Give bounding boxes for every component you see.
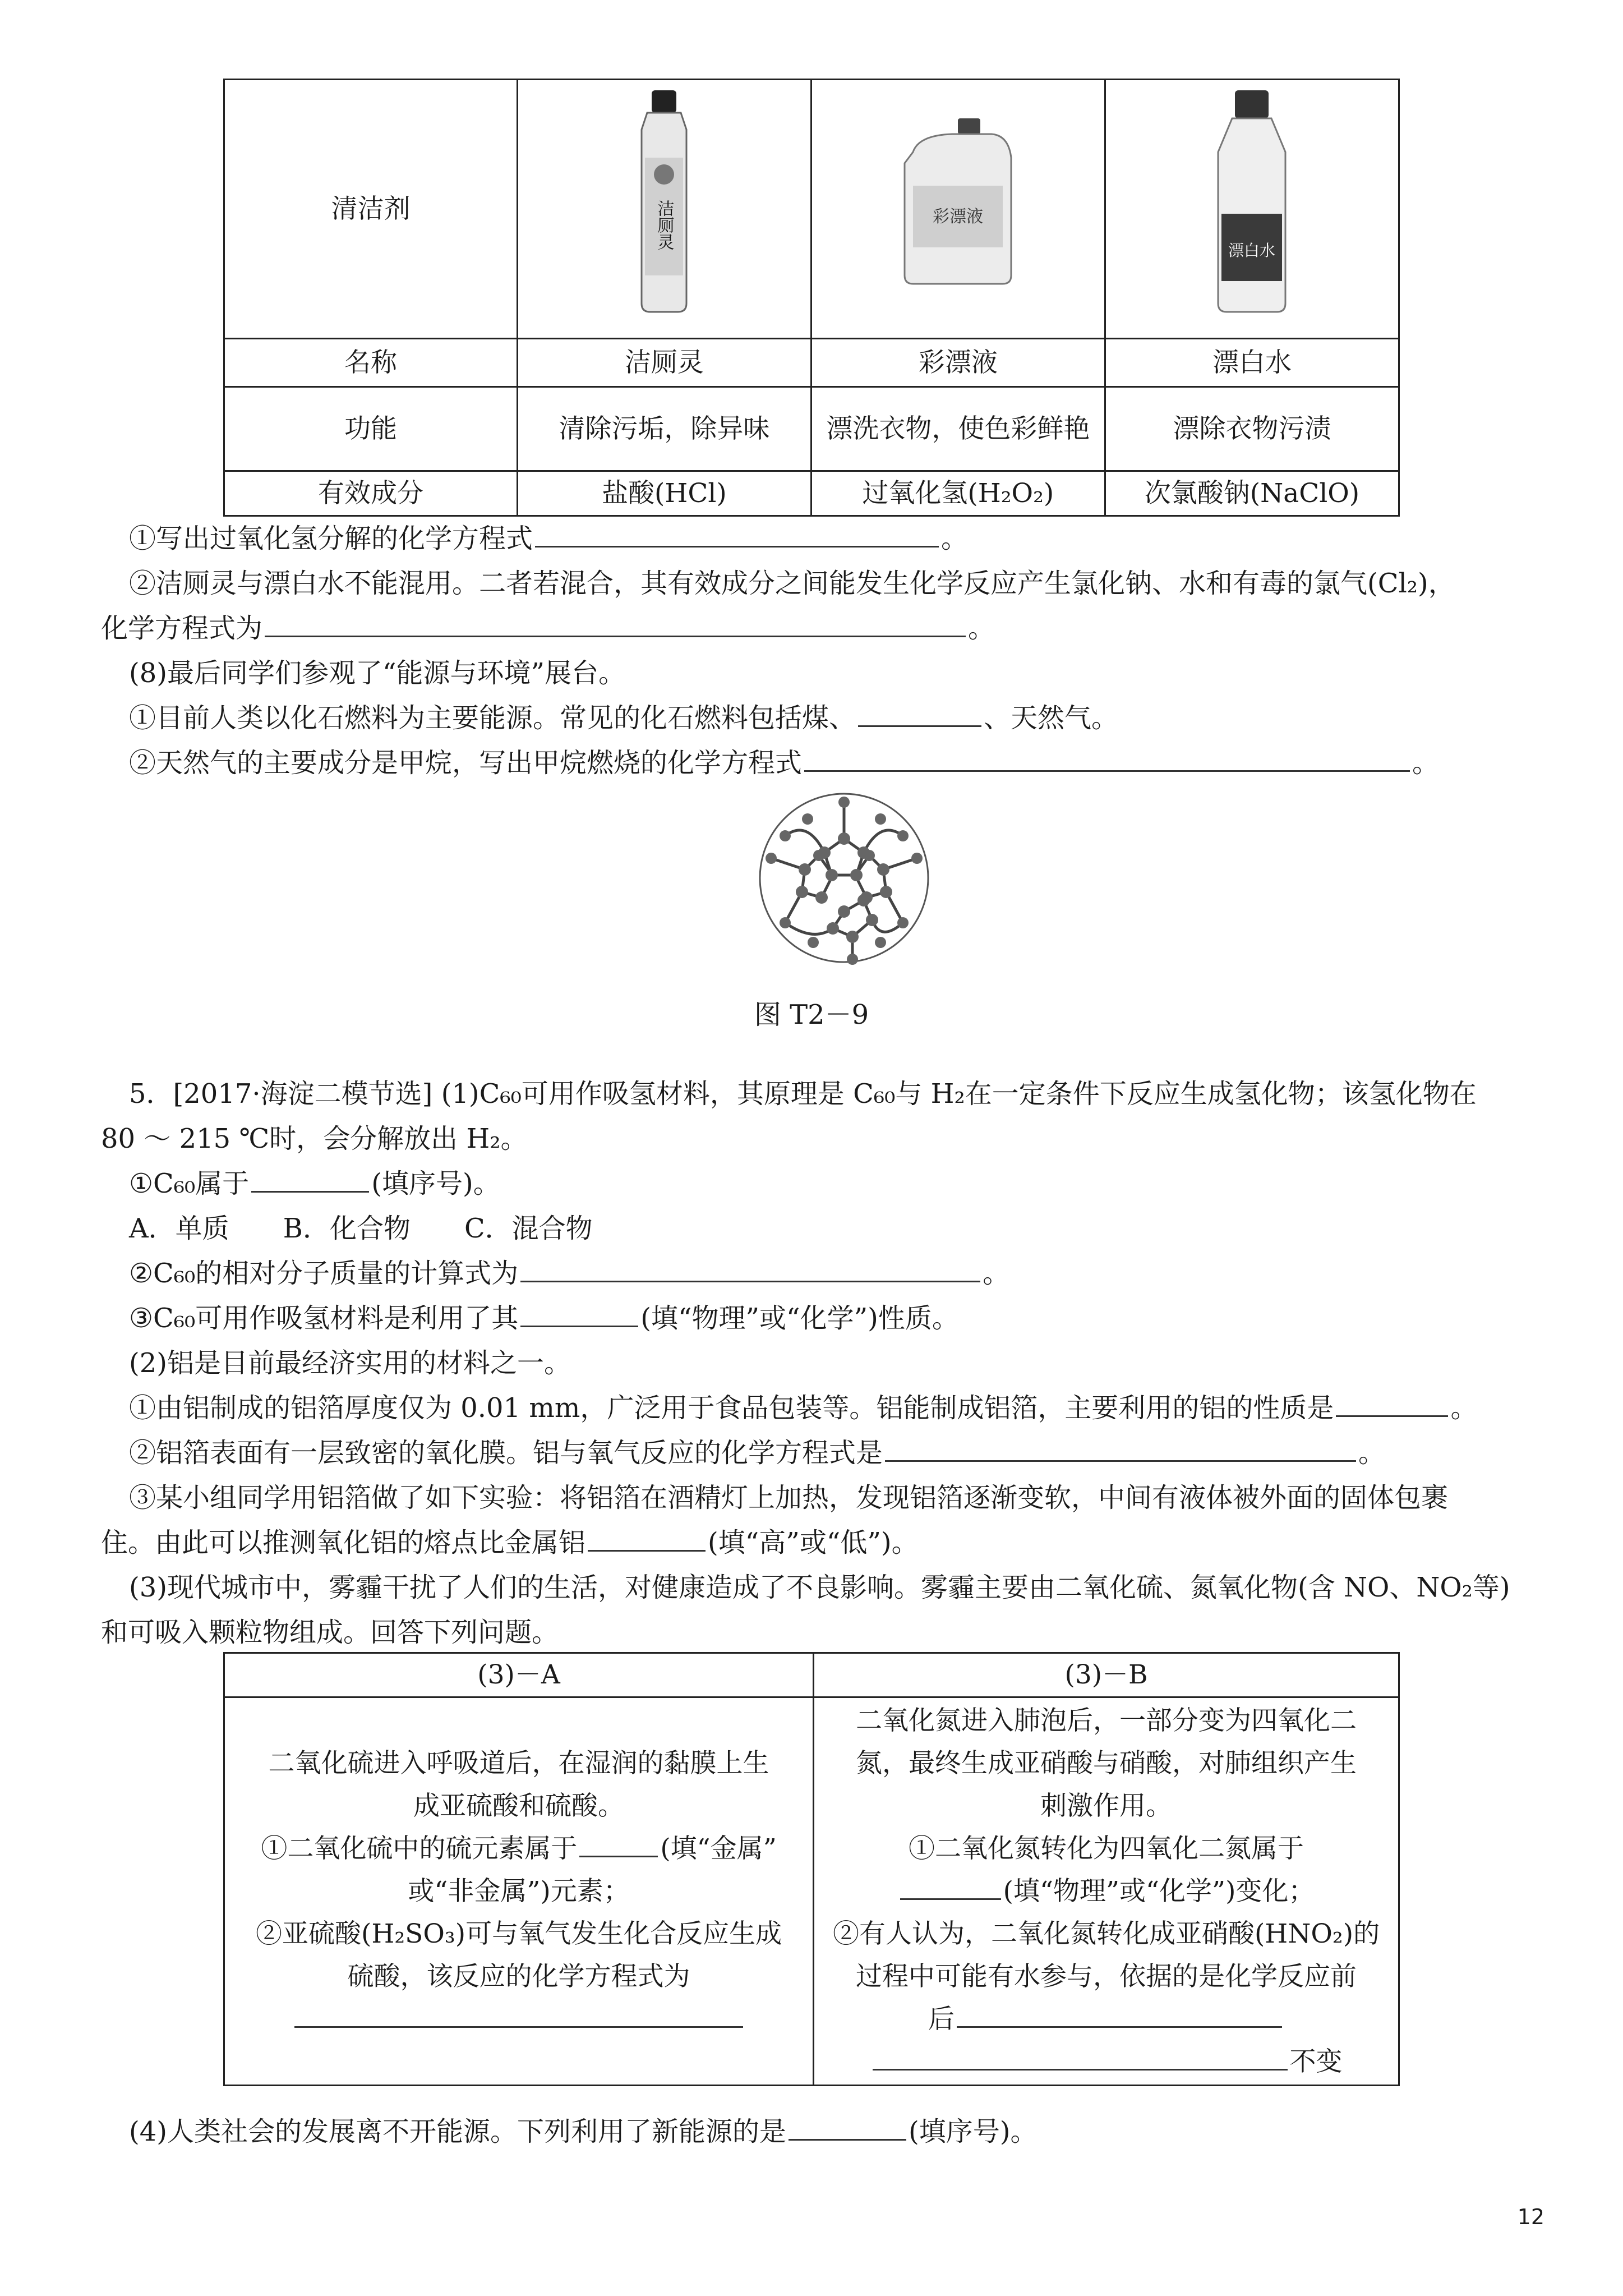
table-cell: 漂除衣物污渍 xyxy=(1105,387,1399,471)
table-cell: 洁厕灵 xyxy=(518,339,811,387)
answer-blank[interactable] xyxy=(804,748,1410,772)
cleaner-table xyxy=(223,79,1400,517)
bleach-jug-image xyxy=(896,118,1020,287)
q5-sec2-1: ①由铝制成的铝箔厚度仅为 0.01 mm，广泛用于食品包装等。铝能制成铝箔，主要利用的铝的性质是 。 xyxy=(129,1392,1478,1424)
q8-line2: ②天然气的主要成分是甲烷，写出甲烷燃烧的化学方程式 。 xyxy=(129,747,1440,779)
q5-line1: 5．[2017·海淀二模节选] (1)C₆₀可用作吸氢材料，其原理是 C₆₀与 H₂在一定条件下反应生成氢化物；该氢化物在 xyxy=(129,1078,1477,1110)
answer-blank[interactable] xyxy=(520,1303,638,1327)
answer-blank[interactable] xyxy=(588,1527,706,1552)
q5-sec3b: 和可吸入颗粒物组成。回答下列问题。 xyxy=(101,1617,559,1648)
q5-sec2: (2)铝是目前最经济实用的材料之一。 xyxy=(129,1347,571,1379)
q5-part2: ②C₆₀的相对分子质量的计算式为 。 xyxy=(129,1258,1010,1289)
bleach-bottle-image xyxy=(1207,90,1297,315)
bottle-label-text: 漂白水 xyxy=(1228,241,1276,260)
q5-part1: ①C₆₀属于 (填序号)。 xyxy=(129,1168,500,1199)
q5-options: A．单质 B．化合物 C．混合物 xyxy=(129,1213,593,1244)
answer-blank[interactable] xyxy=(1336,1393,1448,1417)
q5-line2: 80 ～ 215 ℃时，会分解放出 H₂。 xyxy=(101,1123,528,1154)
q5-part3: ③C₆₀可用作吸氢材料是利用了其 (填“物理”或“化学”)性质。 xyxy=(129,1303,959,1334)
col-b-body: 二氧化氮进入肺泡后，一部分变为四氧化二 氮，最终生成亚硝酸与硝酸，对肺组织产生 刺激作用。 ①二氧化氮转化为四氧化二氮属于 (填“物理”或“化学”)变化； ②有人认为，二氧化氮转化成亚硝酸(HNO₂)的 过程中可能有水参与，依据的是化学反应前 后 不变 xyxy=(814,1697,1399,2086)
q7-line3: 化学方程式为 。 xyxy=(101,613,995,644)
answer-blank[interactable] xyxy=(957,2004,1282,2028)
row-label: 有效成分 xyxy=(224,471,518,516)
table-cell: 过氧化氢(H₂O₂) xyxy=(811,471,1105,516)
bottle-label-text: 洁厕灵 xyxy=(654,200,674,250)
figure-caption: 图 T2－9 xyxy=(754,999,869,1030)
q7-line1: ①写出过氧化氢分解的化学方程式 。 xyxy=(129,523,969,554)
c60-molecule-figure xyxy=(751,785,937,970)
q5-sec2-2: ②铝箔表面有一层致密的氧化膜。铝与氧气反应的化学方程式是 。 xyxy=(129,1437,1386,1469)
answer-blank[interactable] xyxy=(873,2046,1288,2070)
table-cell: 清除污垢，除异味 xyxy=(518,387,811,471)
table-cell: 漂白水 xyxy=(1105,339,1399,387)
q7-line2: ②洁厕灵与漂白水不能混用。二者若混合，其有效成分之间能发生化学反应产生氯化钠、水和有毒的氯气(Cl₂)， xyxy=(129,568,1455,599)
answer-blank[interactable] xyxy=(579,1833,658,1857)
answer-blank[interactable] xyxy=(520,1258,980,1282)
col-b-header: (3)－B xyxy=(814,1653,1399,1697)
answer-blank[interactable] xyxy=(535,523,939,547)
smog-table xyxy=(223,1652,1400,2086)
table-cell: 彩漂液 xyxy=(811,339,1105,387)
q5-sec4: (4)人类社会的发展离不开能源。下列利用了新能源的是 (填序号)。 xyxy=(129,2116,1038,2147)
table-cell: 次氯酸钠(NaClO) xyxy=(1105,471,1399,516)
product-image-cell xyxy=(518,80,811,339)
answer-blank[interactable] xyxy=(900,1876,1001,1900)
product-image-cell xyxy=(1105,80,1399,339)
answer-blank[interactable] xyxy=(265,613,966,637)
page-number: 12 xyxy=(1517,2205,1544,2229)
col-a-header: (3)－A xyxy=(224,1653,814,1697)
answer-blank[interactable] xyxy=(294,2004,743,2028)
q8-line1: ①目前人类以化石燃料为主要能源。常见的化石燃料包括煤、 、天然气。 xyxy=(129,702,1119,734)
table-cell: 漂洗衣物，使色彩鲜艳 xyxy=(811,387,1105,471)
answer-blank[interactable] xyxy=(885,1438,1356,1462)
table-header-cell: 清洁剂 xyxy=(224,80,518,339)
toilet-cleaner-bottle-image xyxy=(625,90,703,315)
row-label: 名称 xyxy=(224,339,518,387)
q5-sec2-3b: 住。由此可以推测氧化铝的熔点比金属铝 (填“高”或“低”)。 xyxy=(101,1527,919,1558)
table-cell: 盐酸(HCl) xyxy=(518,471,811,516)
product-image-cell xyxy=(811,80,1105,339)
answer-blank[interactable] xyxy=(789,2116,906,2141)
q8-head: (8)最后同学们参观了“能源与环境”展台。 xyxy=(129,657,626,689)
q5-sec3a: (3)现代城市中，雾霾干扰了人们的生活，对健康造成了不良影响。雾霾主要由二氧化硫、氮氧化物(含 NO、NO₂等) xyxy=(129,1572,1510,1603)
answer-blank[interactable] xyxy=(858,703,981,727)
bottle-label-text: 彩漂液 xyxy=(933,207,984,227)
answer-blank[interactable] xyxy=(251,1168,369,1193)
row-label: 功能 xyxy=(224,387,518,471)
q5-sec2-3a: ③某小组同学用铝箔做了如下实验：将铝箔在酒精灯上加热，发现铝箔逐渐变软，中间有液体被外面的固体包裹 xyxy=(129,1482,1449,1513)
col-a-body: 二氧化硫进入呼吸道后，在湿润的黏膜上生 成亚硫酸和硫酸。 ①二氧化硫中的硫元素属于 (填“金属” 或“非金属”)元素； ②亚硫酸(H₂SO₃)可与氧气发生化合反应生成 硫酸，该反应的化学方程式为 xyxy=(224,1697,814,2086)
